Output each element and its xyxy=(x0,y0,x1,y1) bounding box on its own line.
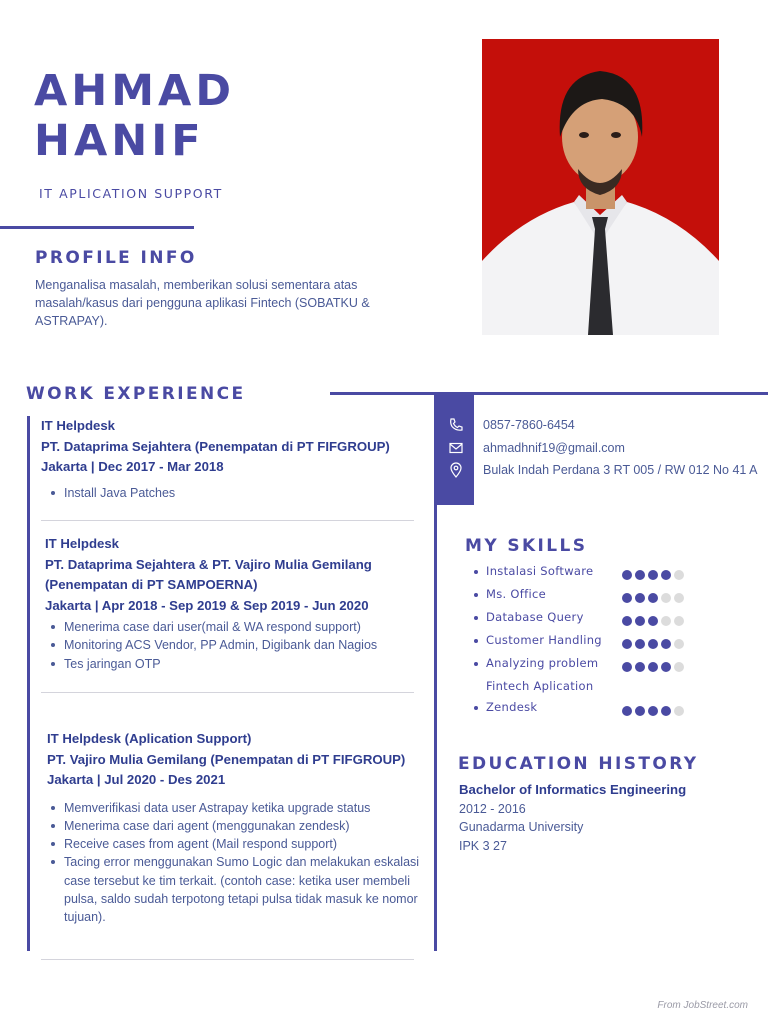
left-vertical-rule xyxy=(27,416,30,951)
skill-label: Analyzing problem xyxy=(486,656,599,670)
skill-row xyxy=(470,610,710,630)
job-title: IT APLICATION SUPPORT xyxy=(39,186,223,201)
rating-dot-filled xyxy=(622,570,632,580)
rating-dot-filled xyxy=(648,662,658,672)
rating-dot-empty xyxy=(661,616,671,626)
skill-rating xyxy=(622,613,687,631)
rating-dot-empty xyxy=(674,616,684,626)
rating-dot-empty xyxy=(674,706,684,716)
job-period: Jakarta | Jul 2020 - Des 2021 xyxy=(47,772,226,787)
envelope-icon xyxy=(448,440,464,456)
rating-dot-filled xyxy=(635,706,645,716)
name-line-2: HANIF xyxy=(34,116,205,166)
skill-rating xyxy=(622,659,687,677)
profile-heading: PROFILE INFO xyxy=(35,248,197,268)
job-task-list xyxy=(41,484,421,502)
rating-dot-empty xyxy=(661,593,671,603)
rating-dot-empty xyxy=(674,639,684,649)
skill-bullet xyxy=(474,662,478,666)
rating-dot-filled xyxy=(635,639,645,649)
job-task: Receive cases from agent (Mail respond support) xyxy=(41,835,421,853)
rating-dot-filled xyxy=(622,706,632,716)
job-period: Jakarta | Apr 2018 - Sep 2019 & Sep 2019 - Jun 2020 xyxy=(45,597,369,613)
skill-row xyxy=(470,564,710,584)
rating-dot-filled xyxy=(648,616,658,626)
skill-label: Ms. Office xyxy=(486,587,546,601)
skill-bullet xyxy=(474,706,478,710)
job-role: IT Helpdesk xyxy=(41,418,116,433)
job-entry xyxy=(41,416,421,502)
job-task: Install Java Patches xyxy=(41,484,421,502)
education-entry xyxy=(459,781,759,855)
job-task: Tacing error menggunakan Sumo Logic dan melakukan eskalasi case tersebut ke tim terkait. (contoh case: ketika user membeli pulsa, saldo sudah terpotong tetapi pulsa tidak masuk ke nomor tujuan). xyxy=(41,853,421,926)
job-role: IT Helpdesk xyxy=(45,536,120,551)
job-task: Memverifikasi data user Astrapay ketika upgrade status xyxy=(41,799,421,817)
rating-dot-filled xyxy=(648,639,658,649)
skill-bullet xyxy=(474,639,478,643)
skill-row xyxy=(470,633,710,653)
rating-dot-filled xyxy=(661,662,671,672)
portrait-illustration xyxy=(482,39,719,335)
rating-dot-filled xyxy=(635,593,645,603)
work-experience-heading: WORK EXPERIENCE xyxy=(26,384,246,404)
skill-label: Database Query xyxy=(486,610,584,624)
skill-row xyxy=(470,700,710,720)
phone-number: 0857-7860-6454 xyxy=(483,418,575,432)
rating-dot-empty xyxy=(674,570,684,580)
skill-rating xyxy=(622,590,687,608)
education-years: 2012 - 2016 xyxy=(459,801,526,816)
rating-dot-filled xyxy=(635,662,645,672)
rating-dot-filled xyxy=(635,570,645,580)
skill-bullet xyxy=(474,570,478,574)
job-task: Menerima case dari user(mail & WA respond support) xyxy=(41,618,425,636)
rating-dot-filled xyxy=(622,593,632,603)
rating-dot-filled xyxy=(635,616,645,626)
source-credit: From JobStreet.com xyxy=(657,1000,748,1011)
skill-label: Customer Handling xyxy=(486,633,602,647)
job-role: IT Helpdesk (Aplication Support) xyxy=(47,731,252,746)
rating-dot-empty xyxy=(674,593,684,603)
rating-dot-filled xyxy=(661,706,671,716)
rating-dot-filled xyxy=(622,616,632,626)
job-company: PT. Dataprima Sejahtera (Penempatan di PT FIFGROUP) xyxy=(41,438,390,454)
job-task: Monitoring ACS Vendor, PP Admin, Digibank dan Nagios xyxy=(41,636,425,654)
phone-icon xyxy=(448,417,464,433)
job-task: Tes jaringan OTP xyxy=(41,655,425,673)
rating-dot-filled xyxy=(661,570,671,580)
job-period: Jakarta | Dec 2017 - Mar 2018 xyxy=(41,459,224,474)
job-entry xyxy=(47,729,420,927)
email-address: ahmadhnif19@gmail.com xyxy=(483,441,625,455)
job-task-list xyxy=(41,799,421,927)
skill-row xyxy=(470,656,710,693)
header-divider xyxy=(0,226,194,229)
job-task-list xyxy=(41,618,425,673)
job-task: Menerima case dari agent (menggunakan zendesk) xyxy=(41,817,421,835)
gpa: IPK 3 27 xyxy=(459,838,507,853)
education-heading: EDUCATION HISTORY xyxy=(458,754,699,774)
job-company: PT. Dataprima Sejahtera & PT. Vajiro Mulia Gemilang (Penempatan di PT SAMPOERNA) xyxy=(45,556,372,592)
work-divider xyxy=(330,392,768,395)
skill-bullet xyxy=(474,616,478,620)
rating-dot-filled xyxy=(661,639,671,649)
skills-heading: MY SKILLS xyxy=(465,536,588,556)
degree: Bachelor of Informatics Engineering xyxy=(459,782,687,797)
school-name: Gunadarma University xyxy=(459,820,584,834)
street-address: Bulak Indah Perdana 3 RT 005 / RW 012 No 41 A xyxy=(483,463,758,477)
job-company: PT. Vajiro Mulia Gemilang (Penempatan di PT FIFGROUP) xyxy=(47,751,406,767)
rating-dot-empty xyxy=(674,662,684,672)
skill-rating xyxy=(622,703,687,721)
rating-dot-filled xyxy=(622,639,632,649)
rating-dot-filled xyxy=(648,593,658,603)
rating-dot-filled xyxy=(622,662,632,672)
profile-summary: Menganalisa masalah, memberikan solusi sementara atas masalah/kasus dari pengguna aplikasi Fintech (SOBATKU & ASTRAPAY). xyxy=(35,278,370,328)
rating-dot-filled xyxy=(648,570,658,580)
skill-row xyxy=(470,587,710,607)
name-line-1: AHMAD xyxy=(34,66,236,116)
skill-rating xyxy=(622,636,687,654)
skill-label: Zendesk xyxy=(486,700,538,714)
job-separator xyxy=(41,692,414,693)
skill-label-continued: Fintech Aplication xyxy=(486,679,594,693)
job-separator xyxy=(41,959,414,960)
rating-dot-filled xyxy=(648,706,658,716)
location-pin-icon xyxy=(448,462,464,478)
profile-photo xyxy=(482,39,719,335)
job-separator xyxy=(41,520,414,521)
skill-label: Instalasi Software xyxy=(486,564,594,578)
skill-rating xyxy=(622,567,687,585)
candidate-name xyxy=(34,66,235,166)
job-entry xyxy=(45,534,425,673)
skill-bullet xyxy=(474,593,478,597)
